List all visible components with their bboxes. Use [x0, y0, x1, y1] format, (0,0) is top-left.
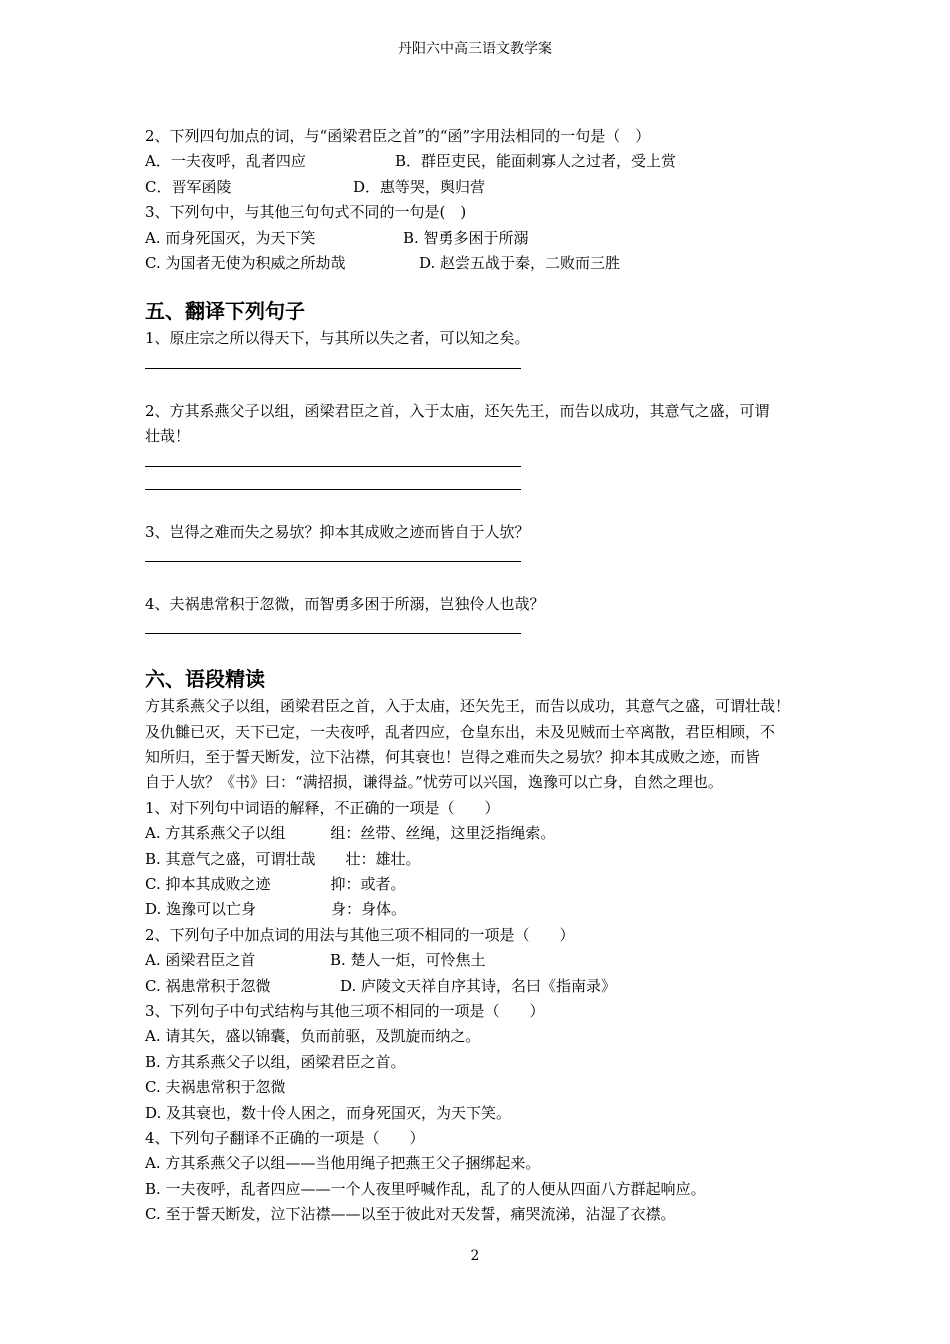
option-b: B. 智勇多困于所溺	[403, 228, 529, 247]
option-a: A．一夫夜呼，乱者四应	[145, 152, 306, 171]
option-d: D. 逸豫可以亡身 身：身体。	[145, 900, 407, 919]
section-heading: 五、翻译下列句子	[145, 299, 305, 324]
translation-sentence: 4、夫祸患常积于忽微，而智勇多困于所溺，岂独伶人也哉？	[145, 594, 545, 613]
question-text: 4、下列句子翻译不正确的一项是（ ）	[145, 1128, 425, 1147]
option-c: C. 抑本其成败之迹 抑：或者。	[145, 875, 406, 894]
page-header: 丹阳六中高三语文教学案	[398, 41, 552, 57]
option-row	[145, 251, 825, 276]
passage-line: 自于人欤？《书》曰：“满招损，谦得益。”忧劳可以兴国，逸豫可以亡身，自然之理也。	[145, 773, 723, 792]
option-a: A. 请其矢，盛以锦囊，负而前驱，及凯旋而纳之。	[145, 1027, 481, 1046]
option-c: C. 祸患常积于忽微	[145, 976, 271, 995]
translation-sentence: 2、方其系燕父子以组，函梁君臣之首，入于太庙，还矢先王，而告以成功，其意气之盛，可谓	[145, 401, 770, 420]
option-a: A. 方其系燕父子以组 组：丝带、丝绳，这里泛指绳索。	[145, 824, 556, 843]
option-b: B．群臣吏民，能面刺寡人之过者，受上赏	[395, 152, 677, 171]
option-b: B. 一夫夜呼，乱者四应——一个人夜里呼喊作乱，乱了的人便从四面八方群起响应。	[145, 1179, 706, 1198]
passage	[145, 694, 825, 796]
option-a: A. 方其系燕父子以组——当他用绳子把燕王父子捆绑起来。	[145, 1154, 541, 1173]
question-text: 2、下列句子中加点词的用法与其他三项不相同的一项是（ ）	[145, 925, 575, 944]
translation-sentence: 1、原庄宗之所以得天下，与其所以失之者，可以知之矣。	[145, 329, 530, 348]
option-d: D．惠等哭，舆归营	[353, 177, 486, 196]
option-c: C．晋军函陵	[145, 177, 232, 196]
question-text: 3、下列句子中句式结构与其他三项不相同的一项是（ ）	[145, 1001, 545, 1020]
document-body	[145, 124, 825, 1228]
option-c: C. 至于誓天断发，泣下沾襟——以至于彼此对天发誓，痛哭流涕，沾湿了衣襟。	[145, 1205, 676, 1224]
option-row	[145, 175, 825, 200]
option-c: C. 为国者无使为积威之所劫哉	[145, 253, 346, 272]
passage-line: 知所归，至于誓天断发，泣下沾襟，何其衰也！岂得之难而失之易欤？抑本其成败之迹，而皆	[145, 748, 761, 767]
option-b: B. 方其系燕父子以组，函梁君臣之首。	[145, 1052, 406, 1071]
option-d: D. 及其衰也，数十伶人困之，而身死国灭，为天下笑。	[145, 1103, 512, 1122]
option-row	[145, 948, 825, 973]
translation-sentence: 3、岂得之难而失之易欤？抑本其成败之迹而皆自于人欤？	[145, 522, 530, 541]
option-a: A. 而身死国灭，为天下笑	[145, 228, 316, 247]
passage-line: 方其系燕父子以组，函梁君臣之首，入于太庙，还矢先王，而告以成功，其意气之盛，可谓壮哉！	[145, 697, 791, 716]
translation-sentence: 壮哉！	[145, 427, 191, 446]
option-row	[145, 149, 825, 174]
option-c: C. 夫祸患常积于忽微	[145, 1078, 286, 1097]
option-b: B. 其意气之盛，可谓壮哉 壮：雄壮。	[145, 849, 421, 868]
option-b: B. 楚人一炬，可怜焦土	[330, 951, 486, 970]
option-a: A. 函梁君臣之首	[145, 951, 256, 970]
section-heading: 六、语段精读	[145, 667, 265, 692]
page-number: 2	[470, 1248, 480, 1264]
passage-line: 及仇雠已灭，天下已定，一夫夜呼，乱者四应，仓皇东出，未及见贼而士卒离散，君臣相顾，不	[145, 722, 776, 741]
option-row	[145, 974, 825, 999]
option-d: D. 赵尝五战于秦，二败而三胜	[419, 253, 621, 272]
question-text: 3、下列句中，与其他三句句式不同的一句是( )	[145, 203, 467, 222]
question-text: 1、对下列句中词语的解释，不正确的一项是（ ）	[145, 798, 500, 817]
option-row	[145, 226, 825, 251]
question-text: 2、下列四句加点的词，与“函梁君臣之首”的“函”字用法相同的一句是（ ）	[145, 127, 651, 145]
option-d: D. 庐陵文天祥自序其诗，名曰《指南录》	[340, 976, 617, 995]
